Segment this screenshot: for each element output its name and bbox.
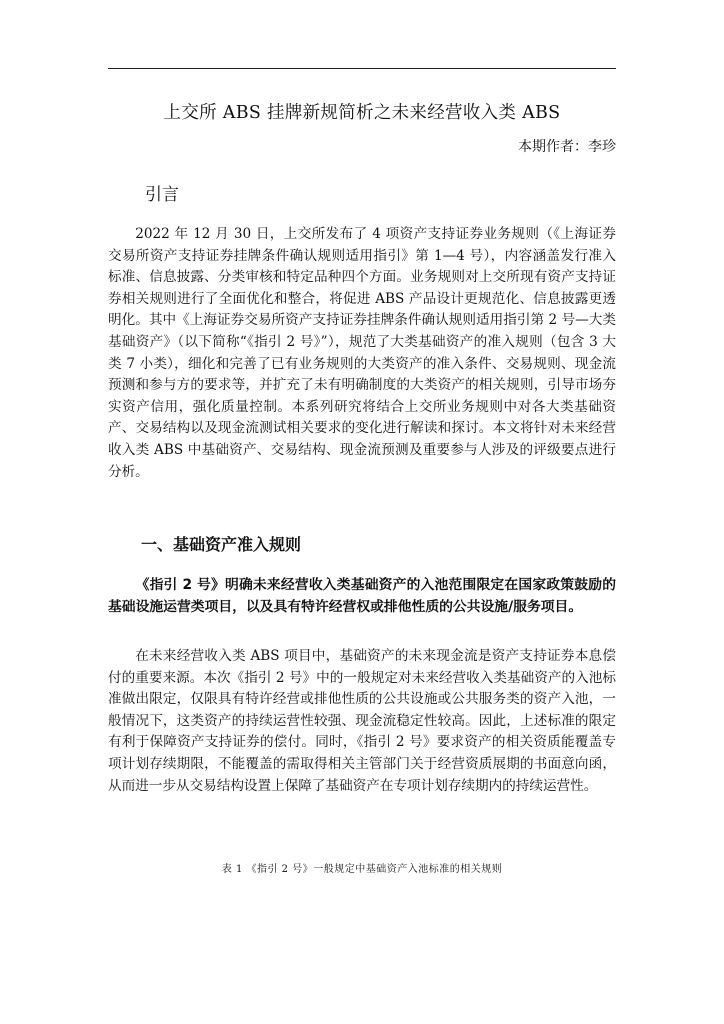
intro-paragraph: 2022 年 12 月 30 日，上交所发布了 4 项资产支持证券业务规则（《上海证券交易所资产支持证券挂牌条件确认规则适用指引》第 1—4 号），内容涵盖发行准入标准、信息披露、分类审核和特定品种四个方面。业务规则对上交所现有资产支持证券相关规则进行了全面优化和整合，将促进 ABS 产品设计更规范化、信息披露更透明化。其中《上海证券交易所资产支持证券挂牌条件确认规则适用指引第 2 号—大类基础资产》（以下简称“《指引 2 号》”），规范了大类基础资产的准入规则（包含 3 大类 7 小类），细化和完善了已有业务规则的大类资产的准入条件、交易规则、现金流预测和参与方的要求等，并扩充了未有明确制度的大类资产的相关规则，引导市场夯实资产信用，强化质量控制。本系列研究将结合上交所业务规则中对各大类基础资产、交易结构以及现金流测试相关要求的变化进行解读和探讨。本文将针对未来经营收入类 ABS 中基础资产、交易结构、现金流预测及重要参与人涉及的评级要点进行分析。 — [108, 226, 616, 480]
section-heading-intro: 引言 — [145, 185, 179, 205]
section-1-bold-paragraph: 《指引 2 号》明确未来经营收入类基础资产的入池范围限定在国家政策鼓励的基础设施运营类项目，以及具有特许经营权或排他性质的公共设施/服务项目。 — [108, 577, 616, 615]
table-caption: 表 1 《指引 2 号》一般规定中基础资产入池标准的相关规则 — [221, 864, 503, 875]
author-line: 本期作者：李珍 — [518, 139, 616, 155]
header-rule — [108, 68, 616, 69]
section-1-paragraph: 在未来经营收入类 ABS 项目中，基础资产的未来现金流是资产支持证券本息偿付的重要来源。本次《指引 2 号》中的一般规定对未来经营收入类基础资产的入池标准做出限定，仅限具有特许经营或排他性质的公共设施或公共服务类的资产入池，一般情况下，这类资产的持续运营性较强、现金流稳定性较高。因此，上述标准的限定有利于保障资产支持证券的偿付。同时，《指引 2 号》要求资产的相关资质能覆盖专项计划存续期限，不能覆盖的需取得相关主管部门关于经营资质展期的书面意向函，从而进一步从交易结构设置上保障了基础资产在专项计划存续期内的持续运营性。 — [108, 648, 616, 794]
document-title: 上交所 ABS 挂牌新规简析之未来经营收入类 ABS — [163, 103, 561, 123]
section-heading-1: 一、基础资产准入规则 — [141, 535, 302, 554]
